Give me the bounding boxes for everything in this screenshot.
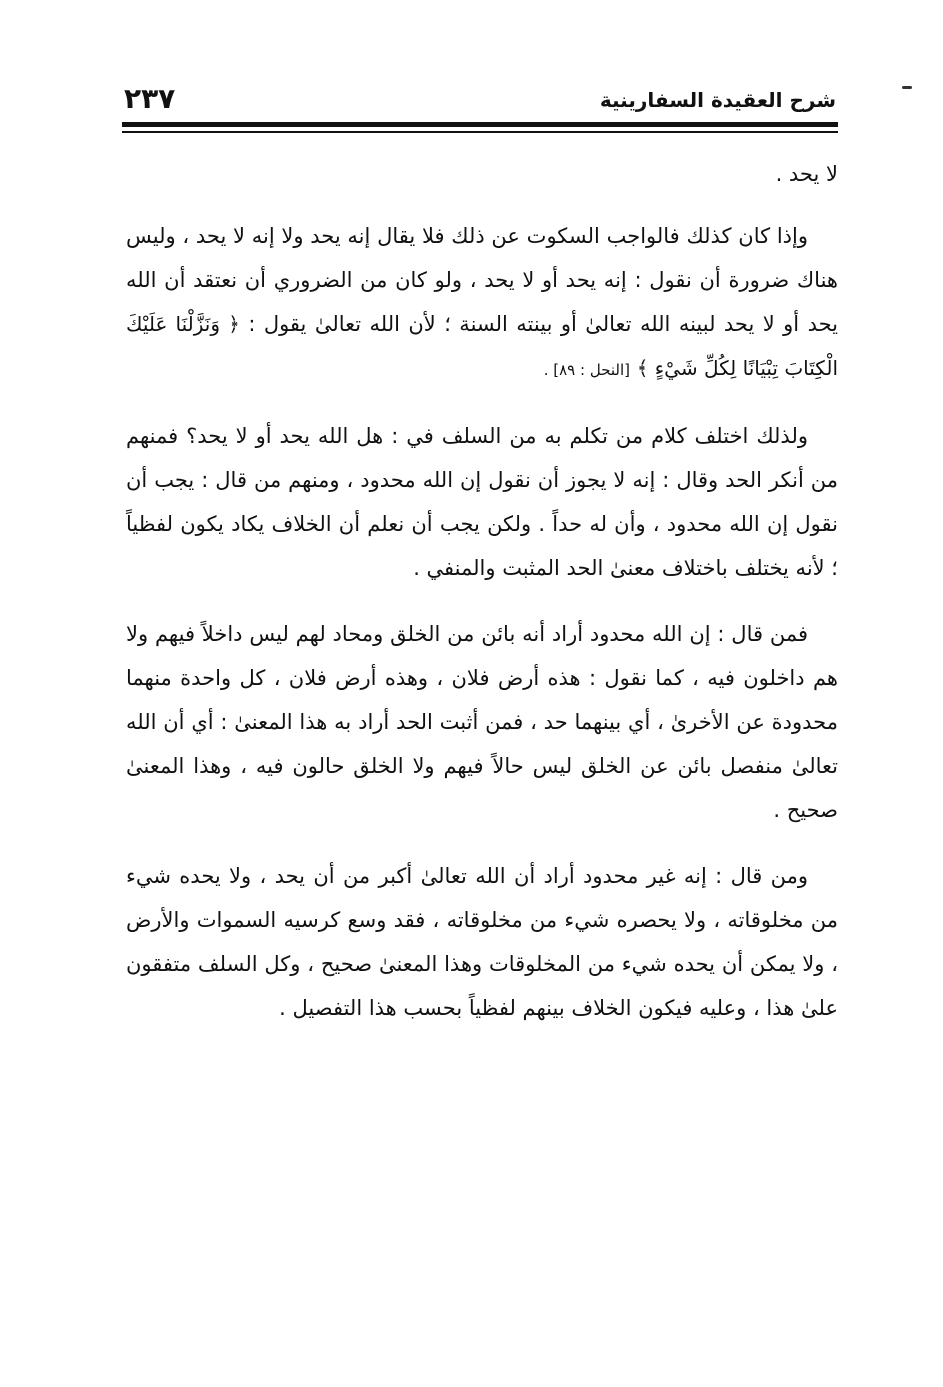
body-text — [126, 152, 838, 1052]
scan-mark — [902, 86, 912, 89]
paragraph-3: فمن قال : إن الله محدود أراد أنه بائن من الخلق ومحاد لهم ليس داخلاً فيهم ولا هم داخلون فيه ، كما نقول : هذه أرض فلان ، وهذه أرض فلان ، كل واحدة منهما محدودة عن الأخرىٰ ، أي بينهما حد ، فمن أثبت الحد أراد به هذا المعنىٰ : أي أن الله تعالىٰ منفصل بائن عن الخلق ليس حالاً فيهم ولا الخلق حالون فيه ، وهذا المعنىٰ صحيح . — [126, 622, 838, 822]
header-rule-thick — [122, 122, 838, 127]
paragraph-4: ومن قال : إنه غير محدود أراد أن الله تعالىٰ أكبر من أن يحد ، ولا يحده شيء من مخلوقاته ، ولا يحصره شيء من مخلوقاته ، فقد وسع كرسيه السموات والأرض ، ولا يمكن أن يحده شيء من المخلوقات وهذا المعنىٰ صحيح ، وكل السلف متفقون علىٰ هذا ، وعليه فيكون الخلاف بينهم لفظياً بحسب هذا التفصيل . — [126, 864, 838, 1020]
page-header — [124, 82, 836, 122]
quran-verse: ﴿ وَنَزَّلْنَا عَلَيْكَ الْكِتَابَ تِبْيَانًا لِكُلِّ شَيْءٍ ﴾ — [126, 312, 838, 380]
header-rule-thin — [122, 131, 838, 133]
paragraph-continuation: لا يحد . — [775, 162, 838, 186]
book-title: شرح العقيدة السفارينية — [599, 88, 836, 112]
page-number: ٢٣٧ — [124, 82, 176, 115]
paragraph-1 — [126, 214, 838, 392]
paragraph-2: ولذلك اختلف كلام من تكلم به من السلف في : هل الله يحد أو لا يحد؟ فمنهم من أنكر الحد وقال : إنه لا يجوز أن نقول إن الله محدود ، ومنهم من قال : يجب أن نقول إن الله محدود ، وأن له حداً . ولكن يجب أن نعلم أن الخلاف يكاد يكون لفظياً ؛ لأنه يختلف باختلاف معنىٰ الحد المثبت والمنفي . — [126, 424, 838, 580]
paragraph-1-text: وإذا كان كذلك فالواجب السكوت عن ذلك فلا يقال إنه يحد ولا إنه لا يحد ، وليس هناك ضرورة أن نقول : إنه يحد أو لا يحد ، ولو كان من الضروري أن نعتقد أن الله يحد أو لا يحد لبينه الله تعالىٰ أو بينته السنة ؛ لأن الله تعالىٰ يقول : — [126, 224, 838, 336]
verse-reference: [النحل : ٨٩] . — [543, 361, 630, 379]
